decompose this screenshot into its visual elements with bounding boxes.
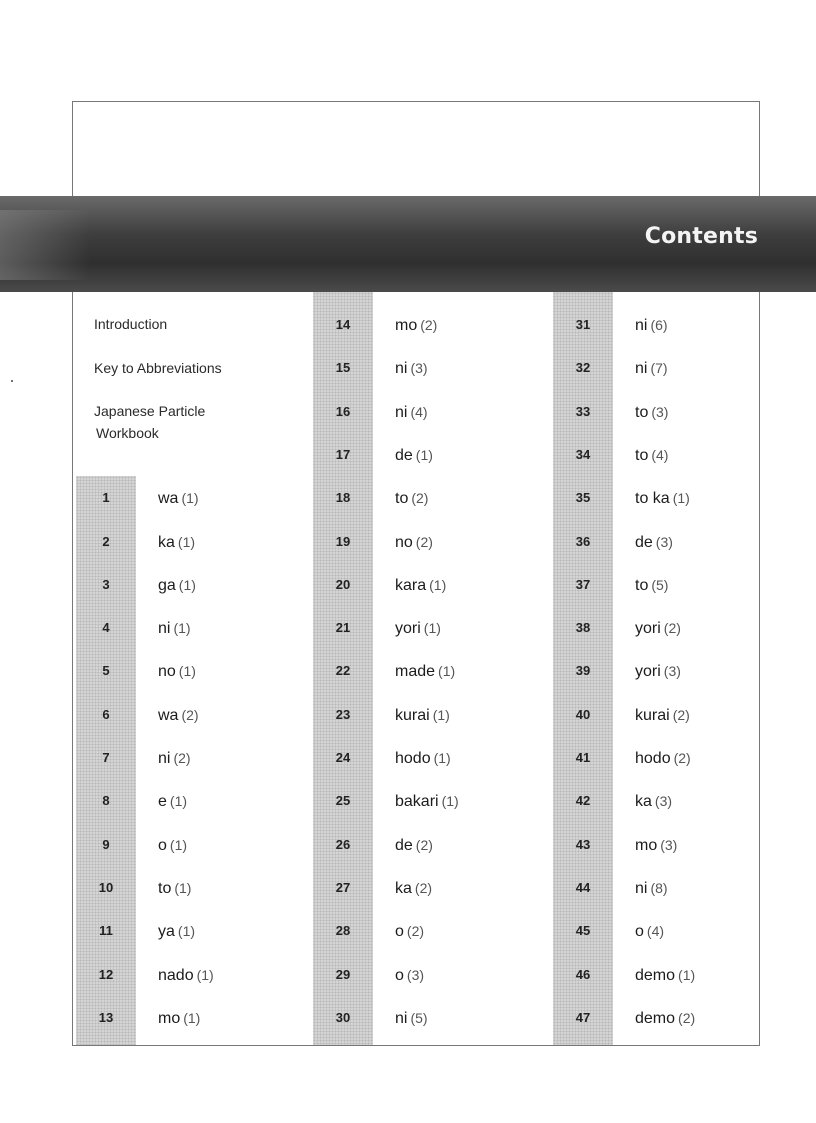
particle-usage-number: (1) <box>672 490 690 506</box>
chapter-number: 43 <box>575 837 591 852</box>
particle: ni <box>395 1010 408 1027</box>
chapter-number: 29 <box>335 967 351 982</box>
particle: to ka <box>635 490 670 507</box>
chapter-title <box>395 790 459 813</box>
chapter-number: 31 <box>575 317 591 332</box>
particle-usage-number: (1) <box>174 880 192 896</box>
particle-usage-number: (4) <box>651 447 669 463</box>
chapter-title <box>158 834 187 857</box>
chapter-title <box>635 920 664 943</box>
chapter-number: 23 <box>335 707 351 722</box>
particle-usage-number: (2) <box>420 317 438 333</box>
particle: yori <box>635 620 661 637</box>
chapter-title <box>395 747 451 770</box>
particle-usage-number: (1) <box>441 793 459 809</box>
chapter-number: 42 <box>575 793 591 808</box>
chapter-title <box>635 1007 695 1030</box>
particle-usage-number: (3) <box>654 793 673 809</box>
chapter-title <box>635 704 690 727</box>
particle: no <box>395 534 413 551</box>
chapter-number: 44 <box>575 880 591 895</box>
particle: wa <box>158 707 179 724</box>
particle: ni <box>635 360 648 377</box>
chapter-title <box>395 1007 428 1030</box>
chapter-number: 8 <box>102 793 110 808</box>
chapter-number: 6 <box>102 707 110 722</box>
chapter-number: 9 <box>102 837 110 852</box>
chapter-number: 34 <box>575 447 591 462</box>
chapter-title <box>635 531 673 554</box>
particle: yori <box>395 620 421 637</box>
stray-dot <box>11 380 13 382</box>
particle-usage-number: (4) <box>410 404 428 420</box>
particle: ni <box>635 880 648 897</box>
particle-usage-number: (2) <box>663 620 681 636</box>
particle: ka <box>158 534 175 551</box>
chapter-number: 15 <box>335 360 351 375</box>
particle: nado <box>158 967 194 984</box>
chapter-title <box>635 487 690 510</box>
chapter-title <box>635 877 668 900</box>
particle: ka <box>635 793 652 810</box>
chapter-title <box>395 660 455 683</box>
chapter-title <box>635 401 668 424</box>
particle-usage-number: (2) <box>673 750 691 766</box>
particle: kurai <box>395 707 430 724</box>
particle-usage-number: (1) <box>429 577 447 593</box>
particle-usage-number: (2) <box>181 707 199 723</box>
particle-usage-number: (3) <box>406 967 425 983</box>
particle-usage-number: (2) <box>415 534 433 550</box>
chapter-title <box>158 1007 200 1030</box>
particle-usage-number: (3) <box>655 534 673 550</box>
chapter-title <box>395 834 433 857</box>
front-matter-label: Key to Abbreviations <box>94 360 222 376</box>
chapter-number: 36 <box>575 534 591 549</box>
particle-usage-number: (3) <box>663 663 681 679</box>
chapter-number: 14 <box>335 317 351 332</box>
particle-usage-number: (2) <box>406 923 425 939</box>
particle-usage-number: (3) <box>410 360 428 376</box>
chapter-title <box>635 357 668 380</box>
chapter-number: 39 <box>575 663 591 678</box>
chapter-title <box>158 920 195 943</box>
chapter-title <box>158 790 187 813</box>
chapter-number: 37 <box>575 577 591 592</box>
chapter-number: 17 <box>335 447 351 462</box>
chapter-title <box>395 617 441 640</box>
chapter-title <box>395 920 424 943</box>
particle: ya <box>158 923 175 940</box>
chapter-number: 40 <box>575 707 591 722</box>
chapter-number: 33 <box>575 404 591 419</box>
chapter-number: 13 <box>98 1010 114 1025</box>
particle-usage-number: (1) <box>178 577 196 593</box>
chapter-title <box>395 444 433 467</box>
chapter-number: 4 <box>102 620 110 635</box>
chapter-title <box>635 314 668 337</box>
particle-usage-number: (2) <box>411 490 429 506</box>
particle: mo <box>395 317 418 334</box>
particle: to <box>635 404 649 421</box>
chapter-title <box>158 531 195 554</box>
particle: e <box>158 793 167 810</box>
chapter-title <box>158 747 191 770</box>
particle-usage-number: (2) <box>678 1010 696 1026</box>
particle: de <box>395 837 413 854</box>
front-matter-key-to-abbreviations[interactable] <box>94 357 222 379</box>
chapter-title <box>158 487 199 510</box>
particle: kara <box>395 577 427 594</box>
particle-usage-number: (1) <box>196 967 214 983</box>
chapter-number: 27 <box>335 880 351 895</box>
particle-usage-number: (2) <box>415 837 433 853</box>
chapter-title <box>635 790 672 813</box>
chapter-title <box>635 660 681 683</box>
particle: ni <box>635 317 648 334</box>
chapter-number: 11 <box>99 923 113 938</box>
chapter-number: 2 <box>102 534 110 549</box>
particle-usage-number: (1) <box>169 837 188 853</box>
particle: bakari <box>395 793 439 810</box>
front-matter-label-line2: Workbook <box>96 425 159 441</box>
chapter-number: 35 <box>575 490 591 505</box>
page-title: Contents <box>644 224 758 249</box>
chapter-title <box>395 704 450 727</box>
particle: ga <box>158 577 176 594</box>
particle: ni <box>395 360 408 377</box>
particle: to <box>395 490 409 507</box>
front-matter-label-line1: Japanese Particle <box>94 403 206 419</box>
chapter-number: 3 <box>102 577 110 592</box>
particle: ni <box>158 620 171 637</box>
particle: ni <box>158 750 171 767</box>
chapter-number: 25 <box>335 793 351 808</box>
particle: to <box>158 880 172 897</box>
particle: o <box>395 967 404 984</box>
chapter-title <box>395 401 428 424</box>
particle: to <box>635 447 649 464</box>
chapter-number: 26 <box>335 837 351 852</box>
chapter-title <box>395 357 428 380</box>
particle-usage-number: (2) <box>414 880 433 896</box>
chapter-title <box>395 314 437 337</box>
chapter-number: 16 <box>335 404 351 419</box>
particle: mo <box>158 1010 181 1027</box>
particle-usage-number: (2) <box>672 707 690 723</box>
particle-usage-number: (7) <box>650 360 668 376</box>
chapter-number: 46 <box>575 967 591 982</box>
particle: mo <box>635 837 658 854</box>
particle-usage-number: (3) <box>651 404 669 420</box>
chapter-number: 45 <box>575 923 591 938</box>
chapter-number: 18 <box>335 490 351 505</box>
particle-usage-number: (1) <box>678 967 696 983</box>
particle: o <box>395 923 404 940</box>
particle-usage-number: (1) <box>415 447 433 463</box>
chapter-number: 1 <box>102 490 110 505</box>
particle: to <box>635 577 649 594</box>
chapter-title <box>395 487 428 510</box>
chapter-number: 28 <box>335 923 351 938</box>
chapter-title <box>395 877 432 900</box>
chapter-title <box>158 660 196 683</box>
chapter-number: 20 <box>335 577 351 592</box>
particle: o <box>158 837 167 854</box>
chapter-number: 24 <box>335 750 351 765</box>
particle: de <box>635 534 653 551</box>
particle: yori <box>635 663 661 680</box>
chapter-title <box>635 444 668 467</box>
particle: ni <box>395 404 408 421</box>
front-matter-introduction[interactable] <box>94 313 167 335</box>
front-matter-label: Introduction <box>94 316 168 332</box>
chapter-number: 47 <box>575 1010 591 1025</box>
particle: made <box>395 663 436 680</box>
chapter-title <box>395 574 446 597</box>
chapter-number: 41 <box>575 750 591 765</box>
chapter-number: 32 <box>575 360 591 375</box>
particle-usage-number: (1) <box>432 707 450 723</box>
particle-usage-number: (1) <box>169 793 188 809</box>
chapter-title <box>158 617 191 640</box>
particle: demo <box>635 1010 676 1027</box>
chapter-title <box>635 834 677 857</box>
particle: de <box>395 447 413 464</box>
particle-usage-number: (1) <box>183 1010 201 1026</box>
particle-usage-number: (2) <box>173 750 191 766</box>
particle-usage-number: (1) <box>423 620 441 636</box>
chapter-title <box>635 964 695 987</box>
chapter-title <box>635 747 691 770</box>
chapter-number: 38 <box>575 620 591 635</box>
chapter-number: 12 <box>98 967 114 982</box>
particle-usage-number: (1) <box>173 620 191 636</box>
particle: o <box>635 923 644 940</box>
particle: wa <box>158 490 179 507</box>
chapter-title <box>158 964 214 987</box>
particle-usage-number: (1) <box>177 923 196 939</box>
chapter-number: 7 <box>102 750 110 765</box>
particle-usage-number: (1) <box>177 534 196 550</box>
banner-shading <box>0 210 90 280</box>
particle: hodo <box>635 750 671 767</box>
chapter-title <box>158 574 196 597</box>
particle-usage-number: (5) <box>410 1010 428 1026</box>
chapter-title <box>635 574 668 597</box>
chapter-number: 19 <box>335 534 351 549</box>
chapter-title <box>158 877 191 900</box>
particle-usage-number: (1) <box>178 663 196 679</box>
particle-usage-number: (1) <box>438 663 456 679</box>
chapter-title <box>158 704 199 727</box>
particle: ka <box>395 880 412 897</box>
chapter-number: 5 <box>102 663 110 678</box>
particle-usage-number: (3) <box>660 837 678 853</box>
chapter-title <box>635 617 681 640</box>
particle-usage-number: (1) <box>433 750 451 766</box>
particle-usage-number: (4) <box>646 923 665 939</box>
chapter-title <box>395 531 433 554</box>
chapter-number: 21 <box>335 620 351 635</box>
particle: hodo <box>395 750 431 767</box>
chapter-number: 22 <box>335 663 351 678</box>
particle-usage-number: (5) <box>651 577 669 593</box>
particle-usage-number: (8) <box>650 880 668 896</box>
chapter-number: 30 <box>335 1010 351 1025</box>
particle-usage-number: (1) <box>181 490 199 506</box>
chapter-number: 10 <box>98 880 114 895</box>
particle: no <box>158 663 176 680</box>
particle-usage-number: (6) <box>650 317 668 333</box>
particle: demo <box>635 967 676 984</box>
particle: kurai <box>635 707 670 724</box>
front-matter-workbook[interactable] <box>94 400 205 444</box>
chapter-title <box>395 964 424 987</box>
